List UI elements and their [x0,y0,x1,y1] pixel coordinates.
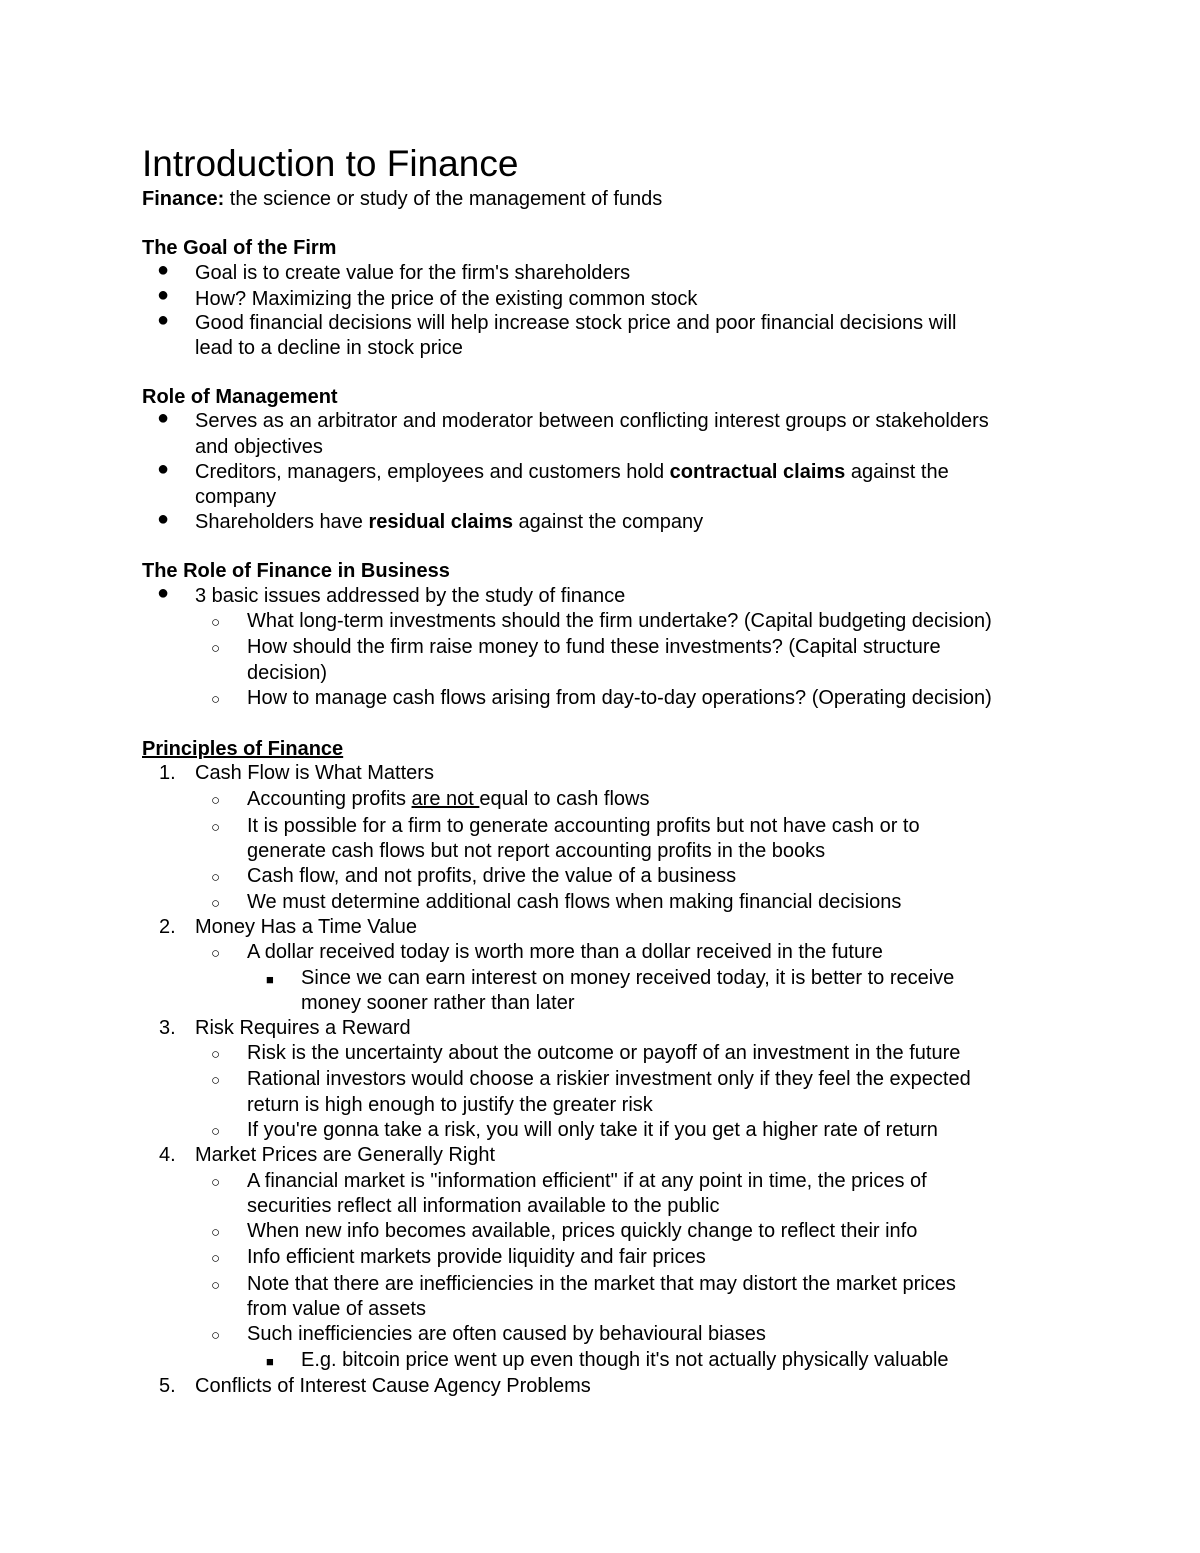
sub-list-item: When new info becomes available, prices quickly change to reflect their info [247,1220,918,1242]
list-item: Good financial decisions will help increase stock price and poor financial decisions will [195,312,957,334]
text-run: against the [845,461,949,483]
list-item: How? Maximizing the price of the existing common stock [195,288,698,310]
sub-sub-list-item: E.g. bitcoin price went up even though it's not actually physically valuable [301,1349,949,1371]
sub-list-item: If you're gonna take a risk, you will only take it if you get a higher rate of return [247,1119,938,1141]
sub-list-item: It is possible for a firm to generate accounting profits but not have cash or to [247,815,920,837]
section-heading-principles: Principles of Finance [142,738,344,760]
bullet-circle-icon: ○ [211,1046,221,1063]
sub-list-item: We must determine additional cash flows when making financial decisions [247,891,902,913]
section-heading-goal: The Goal of the Firm [142,237,337,259]
list-item: Goal is to create value for the firm's shareholders [195,262,631,284]
sub-list-item [247,787,649,812]
sub-list-item: Rational investors would choose a riskier investment only if they feel the expected [247,1068,971,1090]
list-number: 4. [159,1144,176,1166]
bullet-dot-icon: ● [157,458,170,480]
sub-sub-list-item: Since we can earn interest on money received today, it is better to receive [301,967,955,989]
bullet-circle-icon: ○ [211,792,221,809]
definition-term: Finance: [142,188,225,210]
sub-list-item: A dollar received today is worth more than a dollar received in the future [247,941,883,963]
sub-sub-list-item-continued: money sooner rather than later [301,992,575,1014]
bullet-square-icon: ■ [266,972,274,987]
sub-list-item: What long-term investments should the firm undertake? (Capital budgeting decision) [247,610,992,632]
list-item [195,510,703,535]
list-item: Serves as an arbitrator and moderator between conflicting interest groups or stakeholders [195,410,989,432]
sub-list-item-continued: generate cash flows but not report accounting profits in the books [247,840,826,862]
page-title: Introduction to Finance [142,143,519,184]
bullet-circle-icon: ○ [211,614,221,631]
bullet-circle-icon: ○ [211,1072,221,1089]
sub-list-item-continued: return is high enough to justify the greater risk [247,1094,653,1116]
bullet-dot-icon: ● [157,259,170,281]
sub-list-item: Cash flow, and not profits, drive the value of a business [247,865,737,887]
finance-definition [142,187,662,212]
bullet-circle-icon: ○ [211,895,221,912]
list-item-continued: lead to a decline in stock price [195,337,463,359]
text-run: against the company [512,511,704,533]
list-item [195,460,949,485]
sub-list-item-continued: decision) [247,662,328,684]
list-number: 2. [159,916,176,938]
list-item: 3 basic issues addressed by the study of finance [195,585,626,607]
bullet-circle-icon: ○ [211,1327,221,1344]
sub-list-item-continued: from value of assets [247,1298,426,1320]
sub-list-item-continued: securities reflect all information available to the public [247,1195,720,1217]
sub-list-item: How to manage cash flows arising from day-to-day operations? (Operating decision) [247,687,992,709]
sub-list-item: How should the firm raise money to fund these investments? (Capital structure [247,636,941,658]
bullet-circle-icon: ○ [211,640,221,657]
sub-list-item: Risk is the uncertainty about the outcome or payoff of an investment in the future [247,1042,961,1064]
bullet-circle-icon: ○ [211,1123,221,1140]
list-item-continued: company [195,486,277,508]
sub-list-item: Such inefficiencies are often caused by behavioural biases [247,1323,766,1345]
section-heading-management: Role of Management [142,386,338,408]
definition-text: the science or study of the management of funds [224,188,663,210]
text-run: equal to cash flows [479,788,650,810]
list-number: 3. [159,1017,176,1039]
numbered-item: Money Has a Time Value [195,916,417,938]
bullet-circle-icon: ○ [211,869,221,886]
numbered-item: Cash Flow is What Matters [195,762,434,784]
bullet-circle-icon: ○ [211,1174,221,1191]
text-run: Accounting profits [247,788,412,810]
bold-term: contractual claims [669,461,846,483]
bullet-circle-icon: ○ [211,1224,221,1241]
text-run: Shareholders have [195,511,369,533]
text-run: Creditors, managers, employees and customers hold [195,461,670,483]
list-number: 1. [159,762,176,784]
underlined-text: are not [411,788,480,810]
numbered-item: Market Prices are Generally Right [195,1144,496,1166]
numbered-item: Risk Requires a Reward [195,1017,411,1039]
list-number: 5. [159,1375,176,1397]
list-item-continued: and objectives [195,436,323,458]
bullet-square-icon: ■ [266,1354,274,1369]
sub-list-item: A financial market is "information efficient" if at any point in time, the prices of [247,1170,927,1192]
numbered-item: Conflicts of Interest Cause Agency Problems [195,1375,591,1397]
bullet-dot-icon: ● [157,309,170,331]
sub-list-item: Info efficient markets provide liquidity and fair prices [247,1246,706,1268]
sub-list-item: Note that there are inefficiencies in the market that may distort the market prices [247,1273,956,1295]
bullet-dot-icon: ● [157,582,170,604]
bullet-circle-icon: ○ [211,691,221,708]
bullet-dot-icon: ● [157,407,170,429]
bullet-dot-icon: ● [157,284,170,306]
bullet-circle-icon: ○ [211,819,221,836]
section-heading-business: The Role of Finance in Business [142,560,450,582]
bullet-circle-icon: ○ [211,1250,221,1267]
bullet-circle-icon: ○ [211,945,221,962]
bullet-dot-icon: ● [157,508,170,530]
bullet-circle-icon: ○ [211,1277,221,1294]
bold-term: residual claims [368,511,513,533]
